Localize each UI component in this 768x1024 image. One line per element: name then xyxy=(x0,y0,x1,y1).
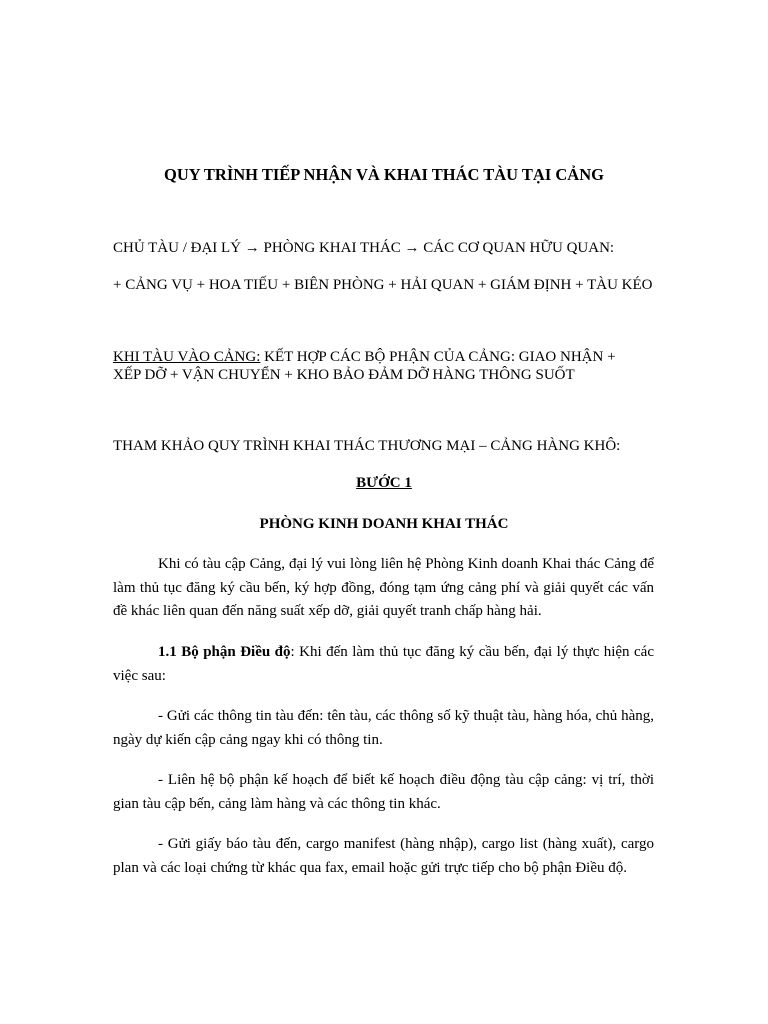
arrival-line-1 xyxy=(113,348,616,366)
bullet-item: - Gửi giấy báo tàu đến, cargo manifest (hàng nhập), cargo list (hàng xuất), cargo plan và các loại chứng từ khác qua fax, email hoặc gửi trực tiếp cho bộ phận Điều độ. xyxy=(113,836,654,876)
reference-line: THAM KHẢO QUY TRÌNH KHAI THÁC THƯƠNG MẠI – CẢNG HÀNG KHÔ: xyxy=(113,438,621,454)
arrival-label: KHI TÀU VÀO CẢNG: xyxy=(113,349,261,365)
section-1-1-label: 1.1 Bộ phận Điều độ xyxy=(158,644,291,660)
arrival-text-1: KẾT HỢP CÁC BỘ PHẬN CỦA CẢNG: GIAO NHẬN + xyxy=(260,349,616,365)
section-1-1-text: : Khi đến làm thủ tục đăng ký cầu bến, đại lý thực hiện các việc sau: xyxy=(113,644,654,684)
bullet-item: - Gửi các thông tin tàu đến: tên tàu, các thông số kỹ thuật tàu, hàng hóa, chủ hàng, ngày dự kiến cập cảng ngay khi có thông tin. xyxy=(113,708,654,748)
flow-line: CHỦ TÀU / ĐẠI LÝ → PHÒNG KHAI THÁC → CÁC CƠ QUAN HỮU QUAN: xyxy=(113,240,615,256)
document-title: QUY TRÌNH TIẾP NHẬN VÀ KHAI THÁC TÀU TẠI CẢNG xyxy=(164,165,604,184)
bullet-item: - Liên hệ bộ phận kế hoạch để biết kế hoạch điều động tàu cập cảng: vị trí, thời gian tàu cập bến, cảng làm hàng và các thông tin khác. xyxy=(113,772,654,812)
step-heading xyxy=(0,474,768,492)
step-heading-text: BƯỚC 1 xyxy=(356,475,412,491)
department-heading: PHÒNG KINH DOANH KHAI THÁC xyxy=(259,516,509,532)
section-1-1-paragraph xyxy=(113,641,654,688)
arrival-line-2: XẾP DỠ + VẬN CHUYỂN + KHO BẢO ĐẢM DỠ HÀNG THÔNG SUỐT xyxy=(113,367,575,383)
agencies-line: + CẢNG VỤ + HOA TIẾU + BIÊN PHÒNG + HẢI QUAN + GIÁM ĐỊNH + TÀU KÉO xyxy=(113,277,653,293)
intro-paragraph: Khi có tàu cập Cảng, đại lý vui lòng liên hệ Phòng Kinh doanh Khai thác Cảng để làm thủ tục đăng ký cầu bến, ký hợp đồng, đóng tạm ứng cảng phí và giải quyết các vấn đề khác liên quan đến năng suất xếp dỡ, giải quyết tranh chấp hàng hải. xyxy=(113,556,654,619)
